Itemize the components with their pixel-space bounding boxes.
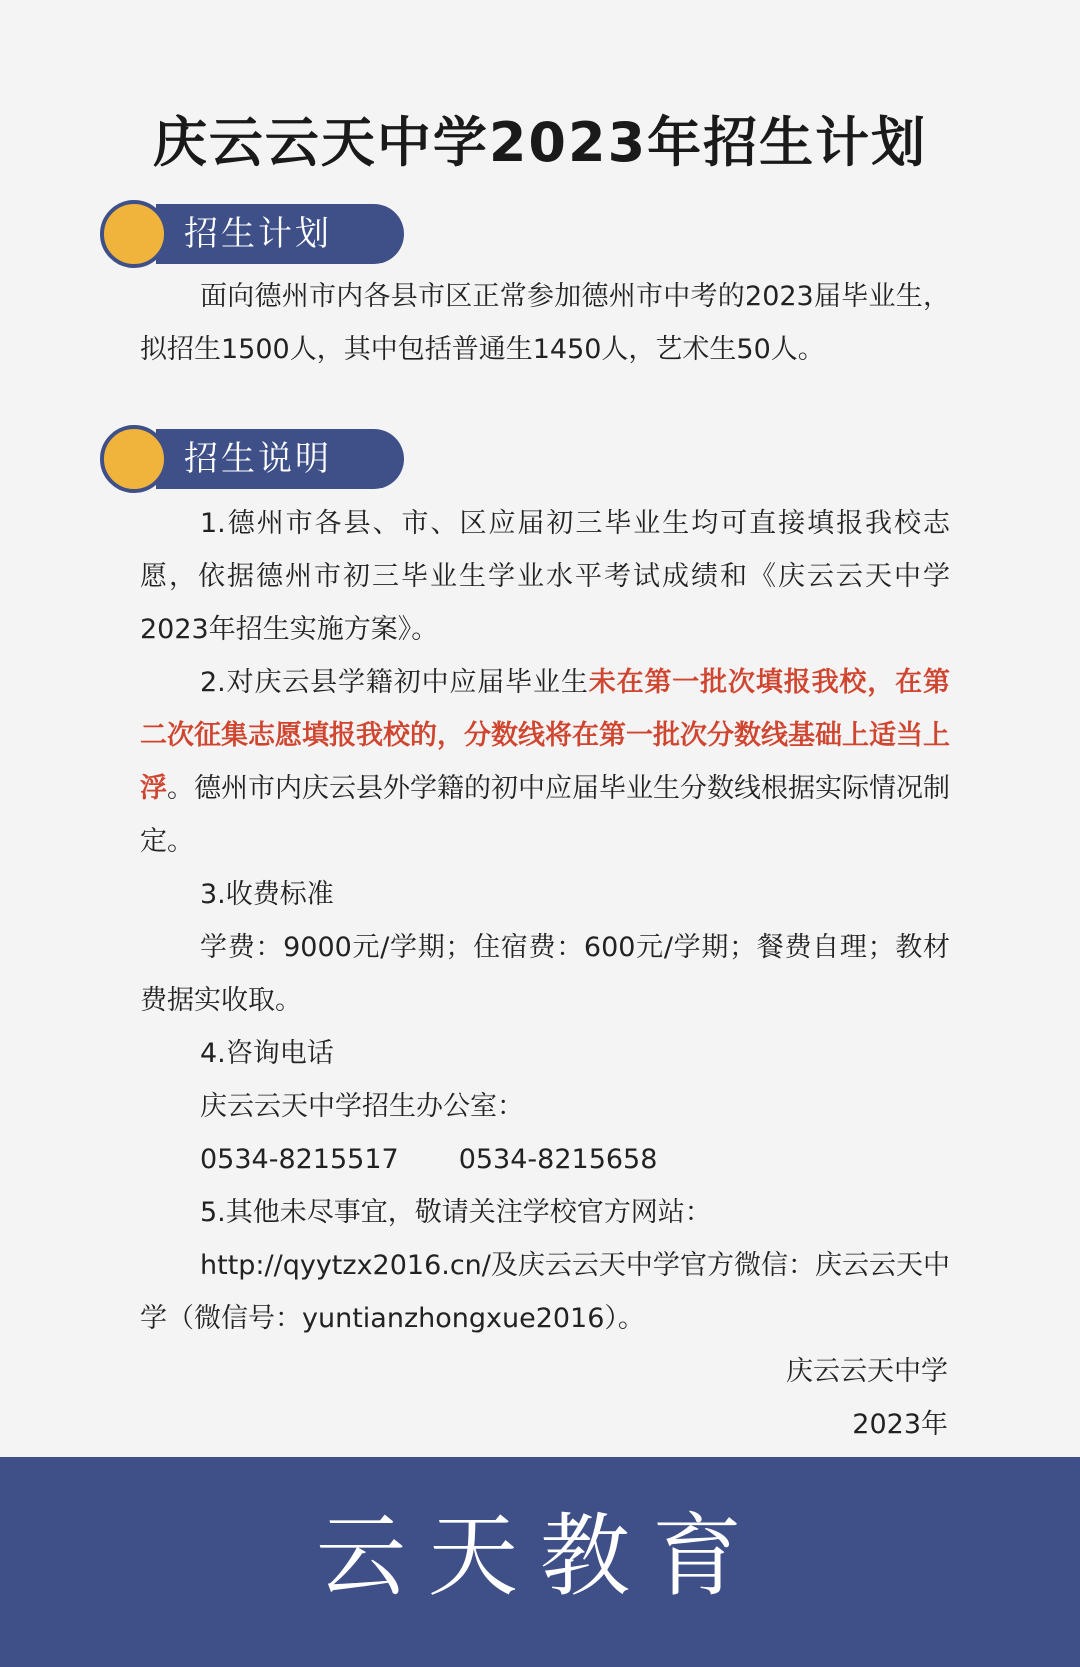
phone-number-2: 0534-8215658 bbox=[458, 1144, 658, 1175]
note-item-4-title: 4.咨询电话 bbox=[200, 1038, 334, 1069]
note-item-2-highlight: 未在第一批次填报我校，在第二次征集志愿填报我校的，分数线将在第一批次分数线基础上适当上浮 bbox=[140, 667, 950, 804]
note-item-2-pre: 2.对庆云县学籍初中应届毕业生 bbox=[200, 667, 589, 698]
note-item-5-title: 5.其他未尽事宜，敬请关注学校官方网站： bbox=[200, 1197, 712, 1228]
signature-year: 2023年 bbox=[852, 1409, 948, 1440]
section-header-notes bbox=[100, 425, 404, 493]
note-item-4-office: 庆云云天中学招生办公室： bbox=[200, 1091, 524, 1122]
section-plan-body bbox=[140, 270, 950, 376]
header-circle-icon bbox=[100, 200, 168, 268]
section-header-label: 招生计划 bbox=[184, 214, 332, 254]
footer-brand: 云天教育 bbox=[316, 1504, 764, 1609]
header-circle-icon bbox=[100, 425, 168, 493]
section-notes-body bbox=[140, 497, 950, 1451]
footer-banner bbox=[0, 1457, 1080, 1667]
note-item-2 bbox=[140, 656, 950, 868]
note-item-2-post: 。德州市内庆云县外学籍的初中应届毕业生分数线根据实际情况制定。 bbox=[140, 773, 950, 857]
phone-numbers bbox=[140, 1133, 950, 1186]
section-header-label: 招生说明 bbox=[184, 439, 332, 479]
note-item-3-title: 3.收费标准 bbox=[200, 879, 334, 910]
note-item-3-text: 学费：9000元/学期；住宿费：600元/学期；餐费自理；教材费据实收取。 bbox=[140, 932, 950, 1016]
page-title: 庆云云天中学2023年招生计划 bbox=[152, 111, 928, 174]
phone-number-1: 0534-8215517 bbox=[200, 1144, 399, 1175]
note-item-5-text: http://qyytzx2016.cn/及庆云云天中学官方微信：庆云云天中学（微信号：yuntianzhongxue2016）。 bbox=[140, 1250, 950, 1334]
note-item-1: 1.德州市各县、市、区应届初三毕业生均可直接填报我校志愿，依据德州市初三毕业生学业水平考试成绩和《庆云云天中学2023年招生实施方案》。 bbox=[140, 508, 950, 645]
plan-paragraph: 面向德州市内各县市区正常参加德州市中考的2023届毕业生，拟招生1500人，其中包括普通生1450人，艺术生50人。 bbox=[140, 281, 950, 365]
signature-org: 庆云云天中学 bbox=[786, 1356, 948, 1387]
section-header-plan bbox=[100, 200, 404, 268]
